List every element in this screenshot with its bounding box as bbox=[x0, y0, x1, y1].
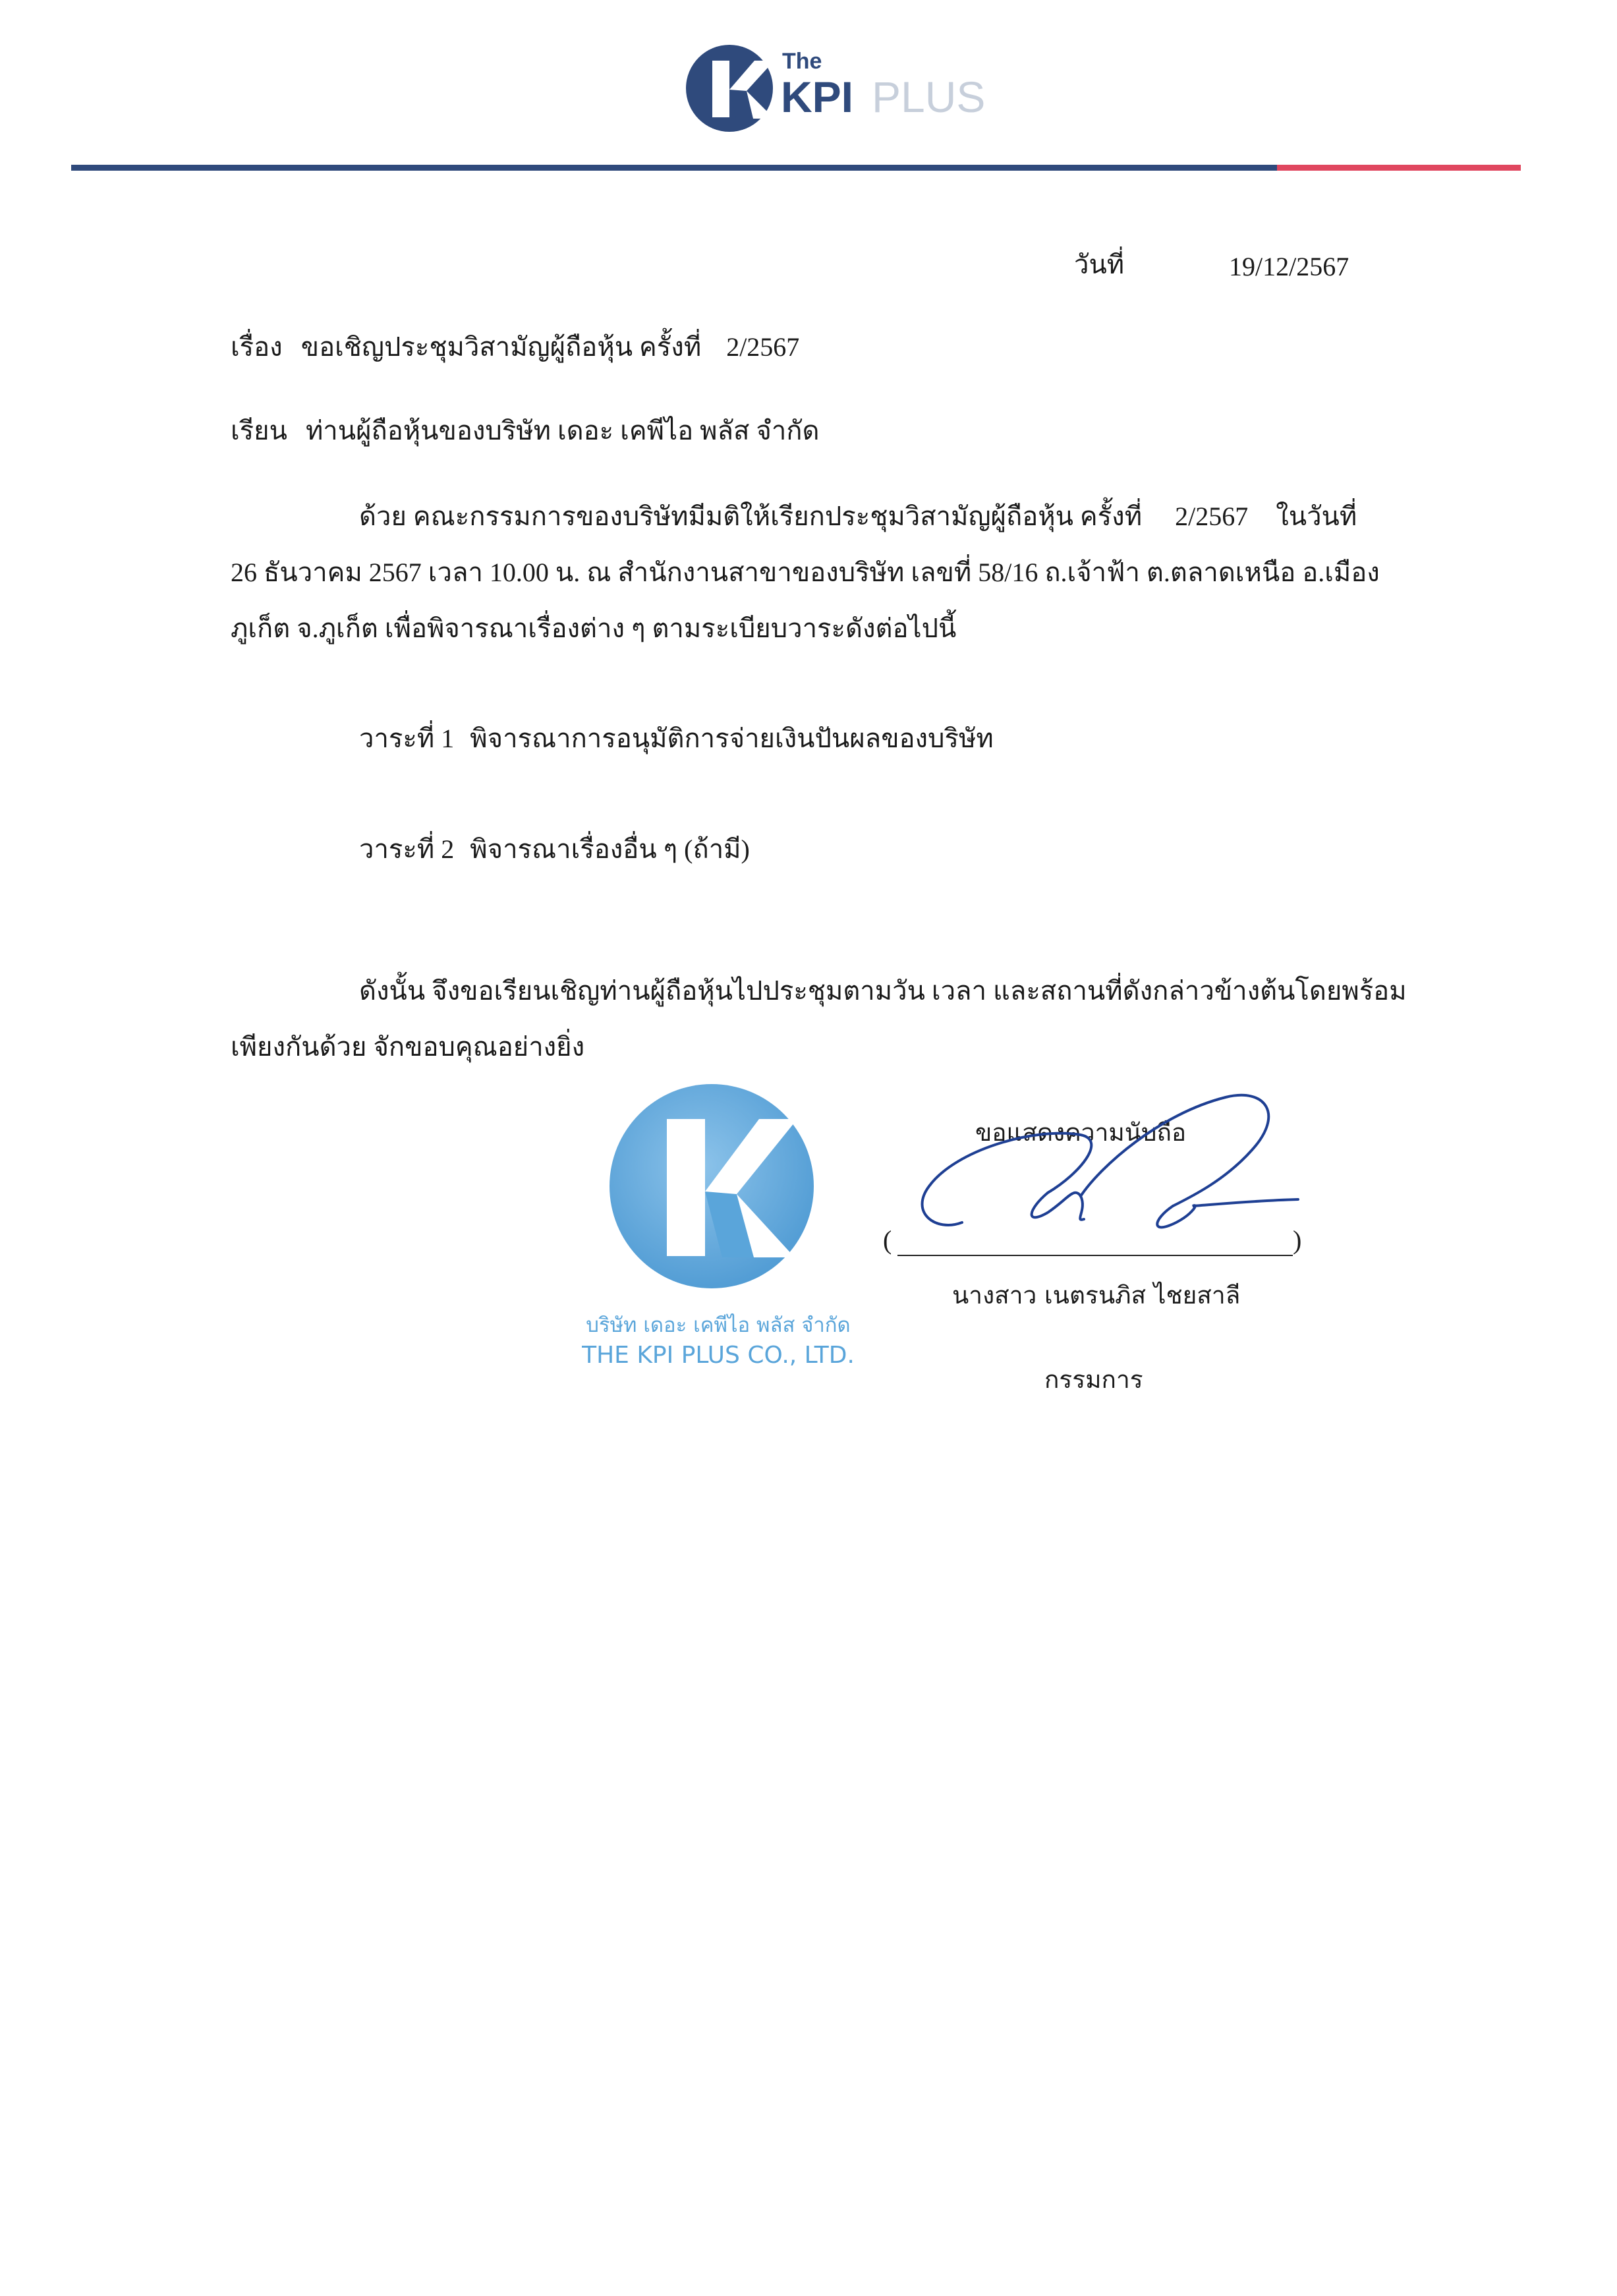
subject-line bbox=[231, 331, 799, 363]
agenda-item-1 bbox=[359, 723, 994, 755]
paragraph-1-text: ด้วย คณะกรรมการของบริษัทมีมติให้เรียกประชุมวิสามัญผู้ถือหุ้น ครั้งที่ bbox=[359, 502, 1143, 531]
seal-text-thai: บริษัท เดอะ เคพีไอ พลัส จำกัด bbox=[586, 1313, 851, 1337]
agenda-item-label: วาระที่ 1 bbox=[359, 724, 455, 753]
seal-text-english: THE KPI PLUS CO., LTD. bbox=[582, 1342, 855, 1369]
logo-secondary-text: PLUS bbox=[872, 72, 986, 121]
paragraph-1-line-1 bbox=[359, 501, 1357, 532]
kpi-logo-graphic bbox=[682, 41, 998, 140]
header-divider-blue bbox=[71, 165, 1277, 171]
subject-text: ขอเชิญประชุมวิสามัญผู้ถือหุ้น ครั้งที่ bbox=[300, 332, 702, 362]
agenda-item-label: วาระที่ 2 bbox=[359, 834, 455, 864]
paragraph-1-tail: ในวันที่ bbox=[1276, 502, 1357, 531]
seal-k-emblem bbox=[606, 1081, 817, 1292]
signature-regards: ขอแสดงความนับถือ bbox=[975, 1118, 1187, 1147]
subject-number: 2/2567 bbox=[726, 332, 800, 362]
paragraph-1-line-3: ภูเก็ต จ.ภูเก็ต เพื่อพิจารณาเรื่องต่าง ๆ ตามระเบียบวาระดังต่อไปนี้ bbox=[231, 614, 957, 643]
logo-small-text: The bbox=[782, 49, 822, 74]
handwritten-signature bbox=[883, 1087, 1318, 1265]
date-value: 19/12/2567 bbox=[1229, 252, 1349, 281]
company-logo bbox=[682, 41, 998, 140]
date-label: วันที่ bbox=[1074, 250, 1125, 279]
signatory-name: นางสาว เนตรนภิส ไชยสาลี bbox=[952, 1281, 1241, 1309]
signature-paren-open: ( bbox=[883, 1225, 892, 1255]
salutation-line bbox=[231, 415, 820, 447]
subject-label: เรื่อง bbox=[231, 332, 283, 362]
agenda-item-2 bbox=[359, 834, 750, 865]
paragraph-1-number: 2/2567 bbox=[1175, 502, 1249, 531]
paragraph-1-line-2: 26 ธันวาคม 2567 เวลา 10.00 น. ณ สำนักงานสาขาของบริษัท เลขที่ 58/16 ถ.เจ้าฟ้า ต.ตลาดเหนือ อ.เมือง bbox=[231, 558, 1380, 587]
header-divider-red bbox=[1277, 165, 1521, 171]
closing-line-2: เพียงกันด้วย จักขอบคุณอย่างยิ่ง bbox=[231, 1032, 585, 1062]
company-seal bbox=[567, 1081, 876, 1384]
agenda-item-text: พิจารณาเรื่องอื่น ๆ (ถ้ามี) bbox=[470, 834, 750, 864]
closing-line-1: ดังนั้น จึงขอเรียนเชิญท่านผู้ถือหุ้นไปประชุมตามวัน เวลา และสถานที่ดังกล่าวข้างต้นโดยพร้อม bbox=[359, 976, 1407, 1006]
header-divider bbox=[71, 165, 1521, 171]
agenda-item-text: พิจารณาการอนุมัติการจ่ายเงินปันผลของบริษัท bbox=[470, 724, 994, 753]
salutation-label: เรียน bbox=[231, 416, 287, 445]
logo-main-text: KPI bbox=[781, 72, 854, 121]
signature-paren-close: ) bbox=[1293, 1225, 1302, 1255]
signatory-title: กรรมการ bbox=[1044, 1365, 1143, 1394]
salutation-text: ท่านผู้ถือหุ้นของบริษัท เดอะ เคพีไอ พลัส จำกัด bbox=[305, 416, 820, 445]
signature-line bbox=[897, 1255, 1293, 1256]
